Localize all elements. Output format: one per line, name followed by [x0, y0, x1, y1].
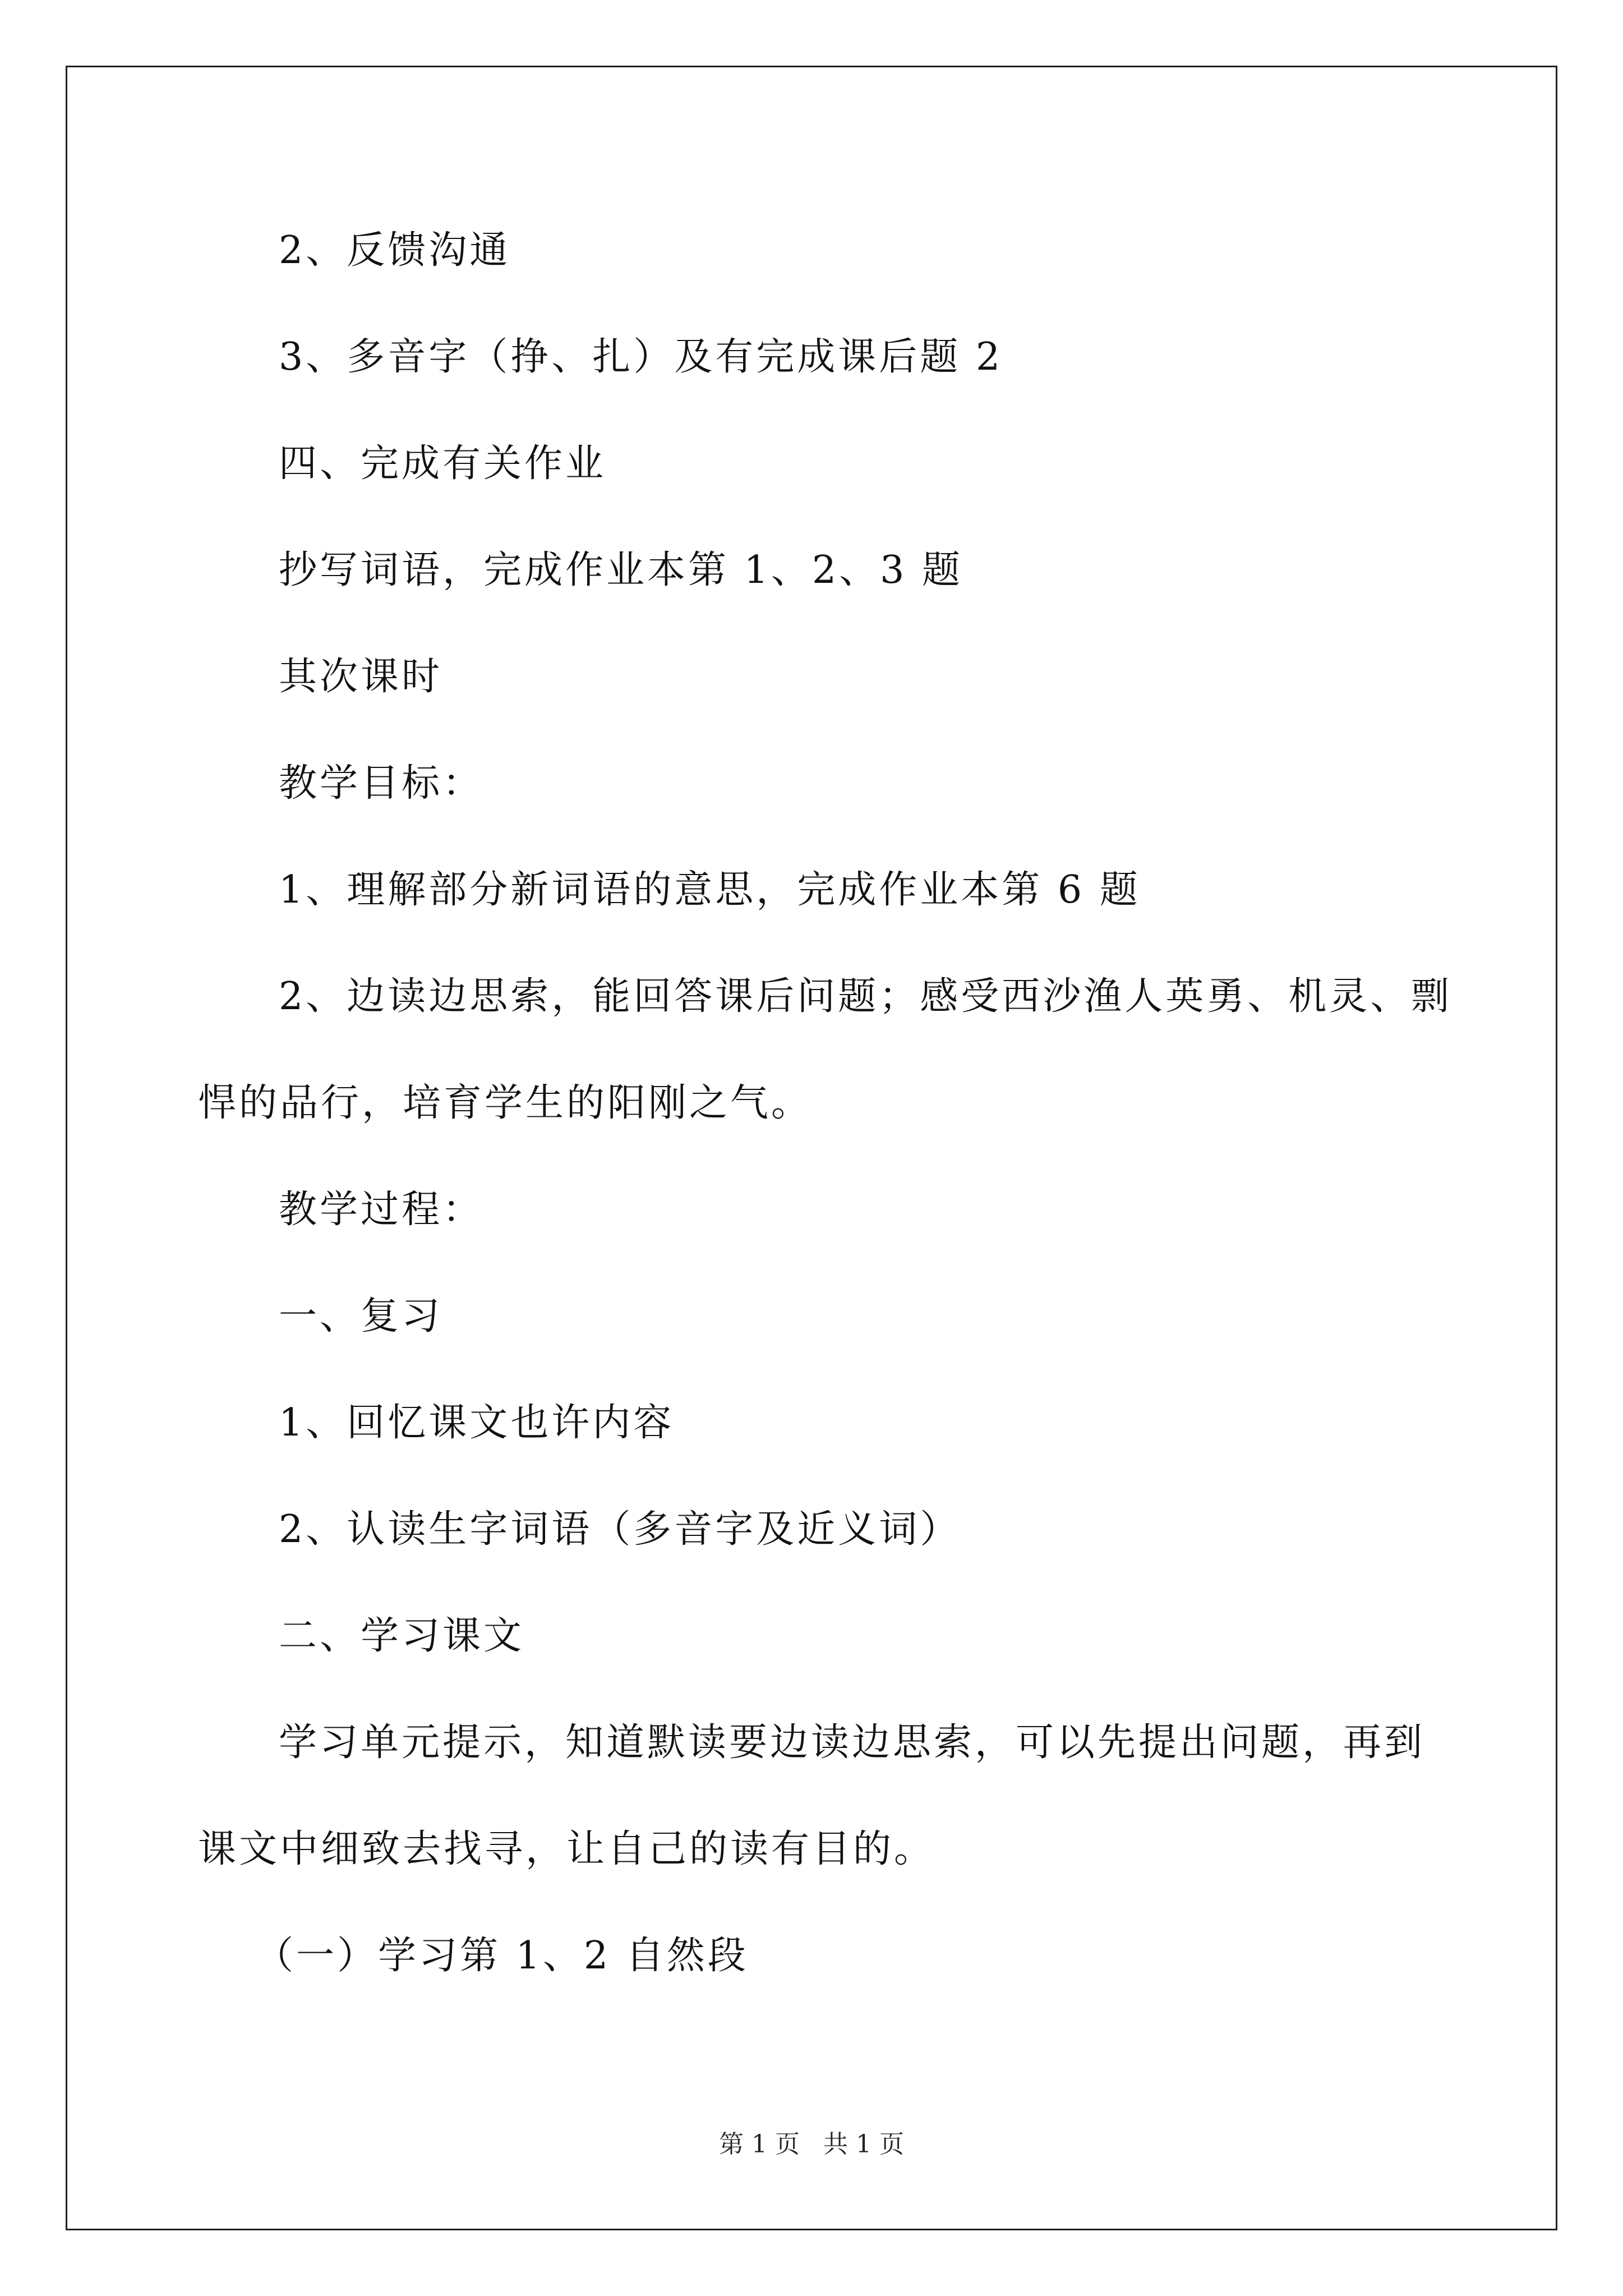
paragraph-line: 1、理解部分新词语的意思，完成作业本第 6 题 [279, 868, 1141, 912]
paragraph-line: 2、认读生字词语（多音字及近义词） [279, 1507, 961, 1552]
section-heading: 二、学习课文 [279, 1614, 525, 1658]
section-heading: 教学过程： [279, 1188, 484, 1232]
page-number-footer: 第 1 页 共 1 页 [719, 2130, 904, 2159]
paragraph-line: 学习单元提示，知道默读要边读边思索，可以先提出问题，再到 [279, 1720, 1426, 1765]
sub-section-heading: （一）学习第 1、2 自然段 [255, 1934, 749, 1978]
section-heading: 其次课时 [279, 655, 443, 699]
paragraph-line: 2、边读边思索，能回答课后问题；感受西沙渔人英勇、机灵、剽 [279, 974, 1453, 1019]
paragraph-line: 课文中细致去找寻，让自己的读有目的。 [198, 1827, 935, 1871]
paragraph-line: 抄写词语，完成作业本第 1、2、3 题 [279, 548, 963, 592]
section-heading: 教学目标： [279, 761, 484, 806]
section-heading: 一、复习 [279, 1294, 443, 1338]
paragraph-line: 2、反馈沟通 [279, 228, 511, 273]
paragraph-line: 3、多音字（挣、扎）及有完成课后题 2 [279, 335, 1003, 379]
paragraph-line: 悍的品行，培育学生的阳刚之气。 [198, 1081, 813, 1125]
paragraph-line: 1、回忆课文也许内容 [279, 1401, 675, 1445]
page-border [66, 66, 1557, 2230]
section-heading: 四、完成有关作业 [279, 441, 607, 486]
